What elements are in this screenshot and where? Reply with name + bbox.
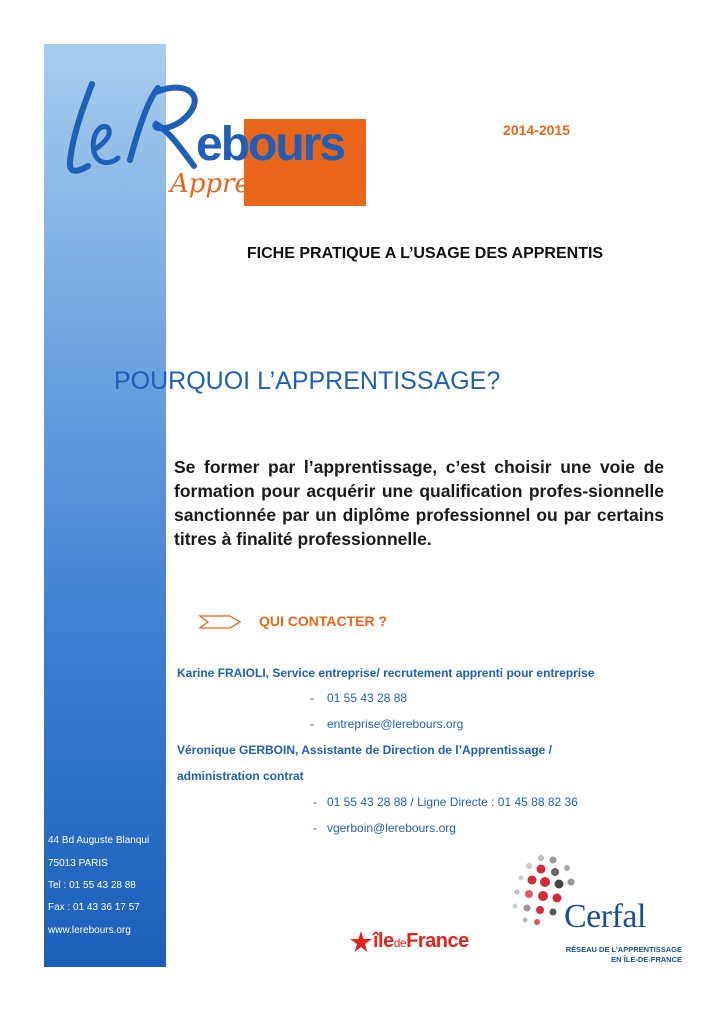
contact-1-dash-2: -	[310, 717, 314, 731]
contact-2-role: administration contrat	[177, 769, 304, 783]
cerfal-logo-name: Cerfal	[564, 898, 646, 935]
contact-2-dash-2: -	[313, 821, 317, 835]
contact-1-dash: -	[310, 691, 314, 705]
address-city: 75013 PARIS	[48, 858, 108, 869]
school-year: 2014-2015	[503, 122, 570, 138]
document-subtitle: FICHE PRATIQUE A L’USAGE DES APPRENTIS	[246, 245, 604, 262]
contact-1-phone: 01 55 43 28 88	[327, 691, 408, 705]
page-title: POURQUOI L’APPRENTISSAGE?	[114, 367, 501, 395]
le-rebours-logo	[60, 70, 380, 220]
logo-word-apprentissage: Apprentissage	[170, 169, 360, 199]
intro-paragraph: Se former par l’apprentissage, c’est choisir une voie de formation pour acquérir une qualification profes-sionnelle sanctionnée par un diplôme professionnel ou par certains titres à finalité professionnelle.	[174, 457, 664, 549]
address-tel: Tel : 01 55 43 28 88	[48, 880, 136, 891]
address-street: 44 Bd Auguste Blanqui	[48, 835, 150, 846]
contact-2-email[interactable]: vgerboin@lerebours.org	[327, 821, 456, 835]
cerfal-tagline-2: EN ÎLE-DE-FRANCE	[611, 955, 682, 964]
idf-part-3: France	[406, 930, 469, 952]
ile-de-france-logo	[373, 930, 469, 953]
contact-2-name: Véronique GERBOIN, Assistante de Direction de l’Apprentissage /	[177, 743, 552, 757]
contact-2-dash: -	[313, 795, 317, 809]
idf-part-2: de	[393, 936, 407, 950]
idf-part-1: île	[373, 930, 394, 952]
contact-1-name: Karine FRAIOLI, Service entreprise/ recrutement apprenti pour entreprise	[177, 666, 595, 680]
logo-word-rebours: ebours	[196, 118, 345, 171]
address-website[interactable]: www.lerebours.org	[48, 925, 131, 936]
contact-2-phone: 01 55 43 28 88 / Ligne Directe : 01 45 88 82 36	[327, 795, 578, 809]
contact-1-email[interactable]: entreprise@lerebours.org	[327, 717, 464, 731]
cerfal-tagline-1: RÉSEAU DE L’APPRENTISSAGE	[565, 945, 682, 954]
address-fax: Fax : 01 43 36 17 57	[48, 902, 140, 913]
cerfal-tagline	[556, 945, 682, 965]
arrow-right-icon	[198, 614, 242, 630]
contact-heading: QUI CONTACTER ?	[259, 613, 388, 629]
